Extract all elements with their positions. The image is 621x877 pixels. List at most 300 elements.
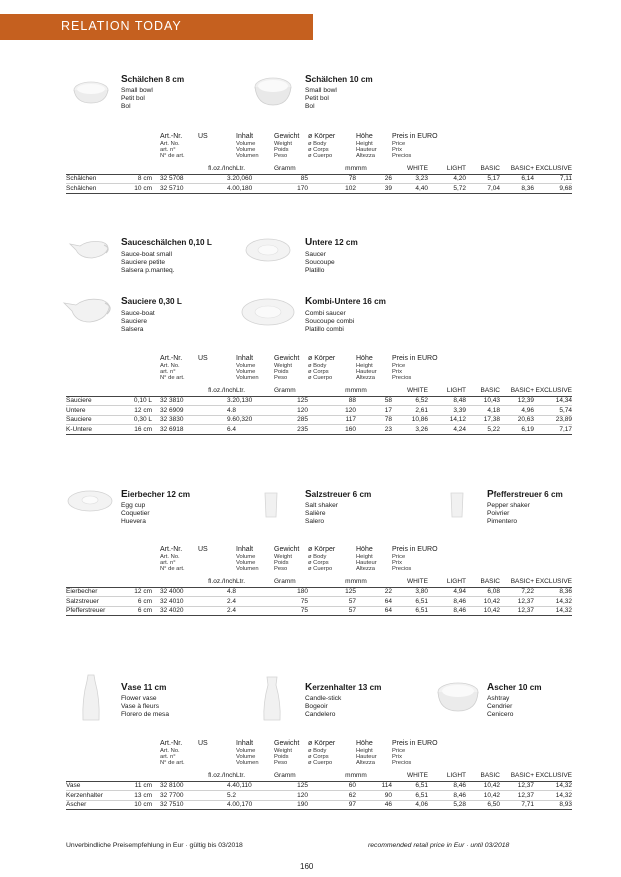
unit-label: WHITE <box>392 385 428 396</box>
table-cell: 125 <box>274 396 308 406</box>
table-cell: 4.8 <box>198 406 236 416</box>
table-cell: 120 <box>274 791 308 801</box>
column-subheader: Poids <box>274 560 289 567</box>
egg-cup-image <box>66 488 114 514</box>
column-subheader: Volumen <box>236 566 259 573</box>
column-subheader: Precios <box>392 760 412 767</box>
table-cell: 32 6909 <box>160 406 198 416</box>
column-subheader: ø Corps <box>308 754 329 761</box>
table-cell: 125 <box>308 587 356 597</box>
table-cell: 4,06 <box>392 800 428 810</box>
column-header: Preis in EURO <box>392 133 438 140</box>
column-subheader: ø Body <box>308 363 327 370</box>
column-subheader: Poids <box>274 754 289 761</box>
page-number: 160 <box>300 862 314 871</box>
column-subheader: ø Cuerpo <box>308 375 333 382</box>
column-subheader: Prix <box>392 754 402 761</box>
column-subheader: Prix <box>392 369 402 376</box>
unit-label: Gramm <box>274 576 308 587</box>
product-translations: Sauce-boat small Sauciere petite Salsera p.manteq. <box>121 251 175 275</box>
table-cell: 12,37 <box>500 781 534 791</box>
column-header: ø Körper <box>308 740 336 747</box>
table-cell: 0,130 <box>236 396 274 406</box>
ashtray-image <box>436 680 480 714</box>
table-cell <box>236 587 274 597</box>
unit-label: BASIC <box>466 770 500 781</box>
column-subheader: ø Body <box>308 141 327 148</box>
column-subheader: Altezza <box>356 153 376 160</box>
column-header: Inhalt <box>236 133 254 140</box>
unit-label: fl.oz./Inch <box>198 770 236 781</box>
table-row <box>66 184 572 194</box>
column-subheader: Poids <box>274 369 289 376</box>
column-subheader: N° de art. <box>160 375 185 382</box>
column-subheader: Hauteur <box>356 754 377 761</box>
table-cell: 75 <box>274 606 308 616</box>
column-subheader: ø Corps <box>308 560 329 567</box>
table-cell: 4.4 <box>198 781 236 791</box>
table-cell: 10,86 <box>392 415 428 425</box>
column-subheader: art. n° <box>160 560 176 567</box>
table-cell <box>236 597 274 607</box>
column-subheader: N° de art. <box>160 760 185 767</box>
table-cell: 4,18 <box>466 406 500 416</box>
table-cell: 6.4 <box>198 425 236 435</box>
table-cell: 2,61 <box>392 406 428 416</box>
sauce-boat-image <box>62 293 114 327</box>
table-cell <box>236 791 274 801</box>
product-label-cell: Salzstreuer <box>66 597 122 607</box>
column-subheader: ø Cuerpo <box>308 566 333 573</box>
page-header-title: RELATION TODAY <box>61 19 182 33</box>
table-cell: 160 <box>308 425 356 435</box>
table-cell: 3.2 <box>198 396 236 406</box>
table-cell: 12 cm <box>122 587 160 597</box>
unit-label: BASIC+ <box>500 770 534 781</box>
footer-note-en: recommended retail price in Eur · until 03/2018 <box>368 842 510 849</box>
product-label-cell: Eierbecher <box>66 587 122 597</box>
table-cell: 0,10 L <box>122 396 160 406</box>
unit-label: BASIC+ <box>500 576 534 587</box>
table-cell: 125 <box>274 781 308 791</box>
table-cell: 10,42 <box>466 606 500 616</box>
unit-label: EXCLUSIVE <box>534 385 572 396</box>
column-header: Höhe <box>356 546 373 553</box>
table-cell: 12,37 <box>500 597 534 607</box>
table-cell: 10 cm <box>122 800 160 810</box>
column-subheader: Volume <box>236 141 256 148</box>
table-cell: 57 <box>308 597 356 607</box>
table-cell: 14,32 <box>534 781 572 791</box>
column-subheader: N° de art. <box>160 153 185 160</box>
column-subheader: Volumen <box>236 760 259 767</box>
table-cell: 10,42 <box>466 597 500 607</box>
column-subheader: Weight <box>274 141 292 148</box>
product-name: Schälchen 10 cm <box>305 74 373 85</box>
unit-label: BASIC <box>466 163 500 174</box>
table-cell: 32 4010 <box>160 597 198 607</box>
table-cell: 64 <box>356 597 392 607</box>
product-name: Pfefferstreuer 6 cm <box>487 489 563 500</box>
unit-label: mm <box>356 576 392 587</box>
table-cell: 32 7510 <box>160 800 198 810</box>
table-cell: 4,24 <box>428 425 466 435</box>
column-subheader: Weight <box>274 554 292 561</box>
column-subheader: Altezza <box>356 566 376 573</box>
column-subheader: Height <box>356 554 373 561</box>
table-cell: 11 cm <box>122 781 160 791</box>
table-cell: 32 4000 <box>160 587 198 597</box>
column-subheader: Hauteur <box>356 147 377 154</box>
column-subheader: Altezza <box>356 375 376 382</box>
unit-label: Gramm <box>274 770 308 781</box>
unit-label: EXCLUSIVE <box>534 163 572 174</box>
table-cell: 8,46 <box>428 781 466 791</box>
product-label-cell: Vase <box>66 781 122 791</box>
column-subheader: Art. No. <box>160 748 180 755</box>
column-subheader: Volumen <box>236 153 259 160</box>
table-cell: 8,48 <box>428 396 466 406</box>
table-cell: 32 8100 <box>160 781 198 791</box>
column-subheader: Prix <box>392 560 402 567</box>
table-cell: 8 cm <box>122 174 160 184</box>
column-subheader: Precios <box>392 153 412 160</box>
column-subheader: Volume <box>236 748 256 755</box>
table-cell: 4,96 <box>500 406 534 416</box>
table-cell: 6,51 <box>392 606 428 616</box>
product-translations: Salt shaker Salière Salero <box>305 502 338 526</box>
unit-label: mm <box>356 770 392 781</box>
product-name: Salzstreuer 6 cm <box>305 489 372 500</box>
table-cell: 0,320 <box>236 415 274 425</box>
unit-label: Ltr. <box>236 163 274 174</box>
table-cell: 14,32 <box>534 606 572 616</box>
table-row <box>66 587 572 597</box>
column-subheader: ø Corps <box>308 369 329 376</box>
table-cell: 32 7700 <box>160 791 198 801</box>
product-name: Schälchen 8 cm <box>121 74 185 85</box>
column-subheader: Hauteur <box>356 369 377 376</box>
product-translations: Pepper shaker Poivrier Pimentero <box>487 502 530 526</box>
unit-label: mm <box>356 385 392 396</box>
table-cell: 285 <box>274 415 308 425</box>
column-subheader: Weight <box>274 363 292 370</box>
table-cell: 120 <box>308 406 356 416</box>
table-cell: 5,72 <box>428 184 466 194</box>
table-cell: 4,20 <box>428 174 466 184</box>
product-translations: Saucer Soucoupe Platillo <box>305 251 335 275</box>
product-label-cell: Schälchen <box>66 174 122 184</box>
column-subheader: Poids <box>274 147 289 154</box>
unit-label: BASIC <box>466 385 500 396</box>
table-cell: 190 <box>274 800 308 810</box>
table-cell: 7,71 <box>500 800 534 810</box>
table-cell: 6 cm <box>122 606 160 616</box>
table-cell: 39 <box>356 184 392 194</box>
column-header: US <box>198 355 208 362</box>
column-subheader: ø Body <box>308 554 327 561</box>
unit-label: LIGHT <box>428 770 466 781</box>
product-translations: Sauce-boat Sauciere Salsera <box>121 310 155 334</box>
table-cell: 12,37 <box>500 791 534 801</box>
table-cell: 4,40 <box>392 184 428 194</box>
column-subheader: Volume <box>236 554 256 561</box>
table-cell: 78 <box>356 415 392 425</box>
table-cell: 8,93 <box>534 800 572 810</box>
column-header: US <box>198 740 208 747</box>
combi-saucer-image <box>240 296 296 328</box>
small-bowl-image <box>253 74 293 108</box>
vase-image <box>80 673 102 723</box>
column-subheader: Peso <box>274 375 288 382</box>
table-cell: 5,74 <box>534 406 572 416</box>
column-header: Inhalt <box>236 740 254 747</box>
table-cell: 6,19 <box>500 425 534 435</box>
unit-label: LIGHT <box>428 576 466 587</box>
table-cell: 2.4 <box>198 606 236 616</box>
table-cell: 4.0 <box>198 800 236 810</box>
product-label-cell: Schälchen <box>66 184 122 194</box>
column-header: Gewicht <box>274 355 300 362</box>
table-cell: 5,17 <box>466 174 500 184</box>
column-subheader: art. n° <box>160 369 176 376</box>
column-subheader: Art. No. <box>160 554 180 561</box>
column-header: Art.-Nr. <box>160 546 183 553</box>
column-subheader: Peso <box>274 566 288 573</box>
table-row <box>66 597 572 607</box>
table-cell: 8,46 <box>428 597 466 607</box>
table-cell: 14,12 <box>428 415 466 425</box>
column-subheader: Peso <box>274 153 288 160</box>
table-cell: 58 <box>356 396 392 406</box>
product-label-cell: Pfefferstreuer <box>66 606 122 616</box>
table-cell: 90 <box>356 791 392 801</box>
column-subheader: Price <box>392 363 406 370</box>
product-translations: Combi saucer Soucoupe combi Platillo combi <box>305 310 355 334</box>
table-cell: 6,08 <box>466 587 500 597</box>
table-cell: 60 <box>308 781 356 791</box>
table-row <box>66 406 572 416</box>
unit-label: WHITE <box>392 576 428 587</box>
table-cell: 10,43 <box>466 396 500 406</box>
product-name: Kombi-Untere 16 cm <box>305 296 386 307</box>
product-name: Ascher 10 cm <box>487 682 542 693</box>
table-cell: 88 <box>308 396 356 406</box>
column-header: Höhe <box>356 355 373 362</box>
column-header: Preis in EURO <box>392 355 438 362</box>
table-cell: 0,060 <box>236 174 274 184</box>
table-cell: 4,94 <box>428 587 466 597</box>
table-cell: 6,51 <box>392 781 428 791</box>
column-subheader: Height <box>356 363 373 370</box>
column-header: ø Körper <box>308 133 336 140</box>
column-header: Art.-Nr. <box>160 740 183 747</box>
table-row <box>66 781 572 791</box>
column-subheader: Hauteur <box>356 560 377 567</box>
price-table <box>66 546 572 616</box>
product-translations: Small bowl Petit bol Bol <box>305 87 337 111</box>
table-cell: 7,22 <box>500 587 534 597</box>
table-cell: 4.8 <box>198 587 236 597</box>
table-cell: 57 <box>308 606 356 616</box>
table-cell: 0,180 <box>236 184 274 194</box>
column-subheader: art. n° <box>160 147 176 154</box>
column-subheader: N° de art. <box>160 566 185 573</box>
column-subheader: Altezza <box>356 760 376 767</box>
table-cell: 32 5708 <box>160 174 198 184</box>
table-cell: 78 <box>308 174 356 184</box>
table-cell: 32 3810 <box>160 396 198 406</box>
table-cell: 23,89 <box>534 415 572 425</box>
table-cell <box>236 406 274 416</box>
table-cell: 7,17 <box>534 425 572 435</box>
column-header: Preis in EURO <box>392 740 438 747</box>
table-cell: 17,38 <box>466 415 500 425</box>
column-header: Gewicht <box>274 546 300 553</box>
table-cell: 10 cm <box>122 184 160 194</box>
table-cell: 235 <box>274 425 308 435</box>
column-header: Höhe <box>356 740 373 747</box>
unit-label: BASIC+ <box>500 163 534 174</box>
price-table <box>66 133 572 194</box>
table-row <box>66 174 572 184</box>
table-cell: 8,46 <box>428 606 466 616</box>
column-subheader: Volume <box>236 369 256 376</box>
column-subheader: ø Corps <box>308 147 329 154</box>
product-name: Eierbecher 12 cm <box>121 489 191 500</box>
table-cell: 10,42 <box>466 781 500 791</box>
table-cell: 6,51 <box>392 597 428 607</box>
table-cell: 64 <box>356 606 392 616</box>
saucer-image <box>244 236 292 264</box>
column-header: US <box>198 546 208 553</box>
table-cell: 3,80 <box>392 587 428 597</box>
column-subheader: Weight <box>274 748 292 755</box>
column-subheader: Precios <box>392 375 412 382</box>
unit-label: mm <box>356 163 392 174</box>
unit-label: Gramm <box>274 163 308 174</box>
table-cell: 117 <box>308 415 356 425</box>
column-header: US <box>198 133 208 140</box>
table-cell: 5.2 <box>198 791 236 801</box>
table-row <box>66 396 572 406</box>
candle-stick-image <box>260 675 284 723</box>
table-cell: 5,28 <box>428 800 466 810</box>
table-row <box>66 415 572 425</box>
column-subheader: Price <box>392 141 406 148</box>
table-cell: 5,22 <box>466 425 500 435</box>
table-cell: 3,39 <box>428 406 466 416</box>
table-cell: 4.0 <box>198 184 236 194</box>
product-name: Sauciere 0,30 L <box>121 296 182 307</box>
column-subheader: Price <box>392 554 406 561</box>
table-cell: 23 <box>356 425 392 435</box>
product-label-cell: K-Untere <box>66 425 122 435</box>
table-cell: 3.2 <box>198 174 236 184</box>
unit-label: Ltr. <box>236 576 274 587</box>
table-cell: 62 <box>308 791 356 801</box>
table-cell: 12 cm <box>122 406 160 416</box>
product-translations: Ashtray Cendrier Cenicero <box>487 695 514 719</box>
column-header: Art.-Nr. <box>160 355 183 362</box>
table-cell: 7,04 <box>466 184 500 194</box>
product-name: Vase 11 cm <box>121 682 167 693</box>
column-header: Höhe <box>356 133 373 140</box>
small-bowl-image <box>72 78 110 106</box>
table-cell: 120 <box>274 406 308 416</box>
product-label-cell: Untere <box>66 406 122 416</box>
product-translations: Small bowl Petit bol Bol <box>121 87 153 111</box>
salt-shaker-image <box>262 490 280 520</box>
unit-label: fl.oz./Inch <box>198 385 236 396</box>
table-cell: 32 5710 <box>160 184 198 194</box>
table-cell: 170 <box>274 184 308 194</box>
table-cell: 9,68 <box>534 184 572 194</box>
unit-label: WHITE <box>392 770 428 781</box>
table-cell: 10,42 <box>466 791 500 801</box>
column-subheader: ø Cuerpo <box>308 153 333 160</box>
product-label-cell: Sauciere <box>66 396 122 406</box>
column-subheader: art. n° <box>160 754 176 761</box>
price-table <box>66 355 572 435</box>
table-row <box>66 425 572 435</box>
column-header: Gewicht <box>274 740 300 747</box>
column-subheader: Volumen <box>236 375 259 382</box>
table-cell: 6 cm <box>122 597 160 607</box>
column-subheader: Art. No. <box>160 141 180 148</box>
unit-label: LIGHT <box>428 385 466 396</box>
table-cell: 32 4020 <box>160 606 198 616</box>
column-subheader: Volume <box>236 754 256 761</box>
table-cell: 14,34 <box>534 396 572 406</box>
pepper-shaker-image <box>448 490 466 520</box>
table-cell: 75 <box>274 597 308 607</box>
table-cell: 8,36 <box>534 587 572 597</box>
column-subheader: Prix <box>392 147 402 154</box>
unit-label: mm <box>308 163 356 174</box>
table-cell: 12,39 <box>500 396 534 406</box>
table-cell: 9.6 <box>198 415 236 425</box>
table-cell: 3,23 <box>392 174 428 184</box>
table-cell: 0,110 <box>236 781 274 791</box>
unit-label: LIGHT <box>428 163 466 174</box>
unit-label: Ltr. <box>236 385 274 396</box>
price-table <box>66 740 572 810</box>
unit-label: WHITE <box>392 163 428 174</box>
product-translations: Flower vase Vase à fleurs Florero de mesa <box>121 695 170 719</box>
product-name: Kerzenhalter 13 cm <box>305 682 382 693</box>
product-label-cell: Kerzenhalter <box>66 791 122 801</box>
table-cell: 6,51 <box>392 791 428 801</box>
table-cell: 32 3830 <box>160 415 198 425</box>
column-subheader: Price <box>392 748 406 755</box>
table-cell: 14,32 <box>534 597 572 607</box>
table-cell: 85 <box>274 174 308 184</box>
column-subheader: Precios <box>392 566 412 573</box>
table-cell: 180 <box>274 587 308 597</box>
table-cell <box>236 606 274 616</box>
product-label-cell: Sauciere <box>66 415 122 425</box>
table-cell: 22 <box>356 587 392 597</box>
table-cell: 46 <box>356 800 392 810</box>
table-cell: 17 <box>356 406 392 416</box>
column-header: Art.-Nr. <box>160 133 183 140</box>
table-row <box>66 791 572 801</box>
footer-note-de: Unverbindliche Preisempfehlung in Eur · gültig bis 03/2018 <box>66 842 243 849</box>
unit-label: fl.oz./Inch <box>198 163 236 174</box>
unit-label: EXCLUSIVE <box>534 576 572 587</box>
unit-label: EXCLUSIVE <box>534 770 572 781</box>
